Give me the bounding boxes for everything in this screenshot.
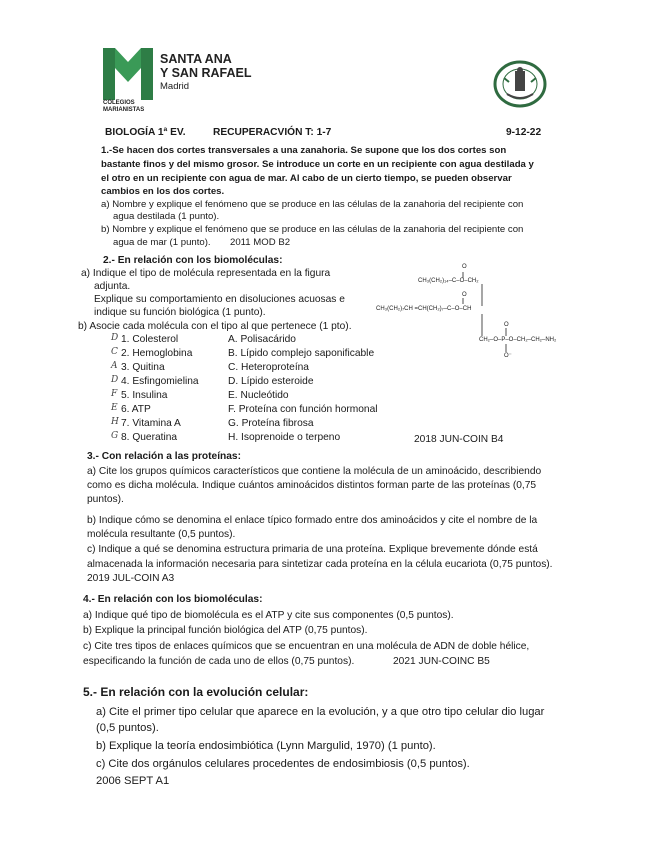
q2-right-item-f: F. Proteína con función hormonal: [228, 404, 378, 415]
q4-title: 4.- En relación con los biomoléculas:: [83, 594, 263, 605]
q1-line4: cambios en los dos cortes.: [101, 186, 225, 197]
subject-label: BIOLOGÍA 1ª EV.: [105, 127, 186, 138]
chem-row2: CH₃(CH₂)₇CH =CH(CH₂)₇–C–O–CH: [376, 306, 472, 312]
q1-a-line1: a) Nombre y explique el fenómeno que se produce en las células de la zanahoria del recipiente con: [101, 199, 524, 210]
q2-a-line1: a) Indique el tipo de molécula representada en la figura: [81, 268, 331, 279]
q2-right-item-a: A. Polisacárido: [228, 334, 296, 345]
q2-answer-3: A: [111, 361, 118, 371]
q2-left-item-6: 6. ATP: [121, 404, 151, 415]
q3-c-line1: c) Indique a qué se denomina estructura primaria de una proteína. Explique brevemente dónde está: [87, 544, 538, 555]
q4-c-line1: c) Cite tres tipos de enlaces químicos que se encuentran en una molécula de ADN de doble hélice,: [83, 641, 530, 652]
q2-a-line2: adjunta.: [94, 281, 131, 292]
q2-right-item-b: B. Lípido complejo saponificable: [228, 348, 375, 359]
q2-right-item-c: C. Heteroproteína: [228, 362, 309, 373]
seal-icon: [493, 60, 547, 108]
q4-a: a) Indique qué tipo de biomolécula es el ATP y cite sus componentes (0,5 puntos).: [83, 610, 454, 621]
q2-answer-4: D: [111, 375, 119, 385]
chem-row3: CH₂–O–P–O–CH₂–CH₂–NH₂: [479, 337, 557, 343]
chem-o3: O: [504, 322, 509, 328]
exam-date: 9-12-22: [506, 127, 542, 138]
q4-c-line2: especificando la función de cada uno de ellos (0,75 puntos).: [83, 656, 355, 667]
chem-o1: O: [462, 264, 467, 270]
q3-a-line3: puntos).: [87, 494, 124, 505]
q3-a-line2: como es dicha molécula. Indique cuántos aminoácidos distintos forman parte de las proteínas (0,75: [87, 480, 537, 491]
q3-b-line1: b) Indique cómo se denomina el enlace típico formado entre dos aminoácidos y cite el nombre de la: [87, 515, 538, 526]
q2-left-item-5: 5. Insulina: [121, 390, 168, 401]
exam-label: RECUPERACVIÓN T: 1-7: [213, 127, 332, 138]
school-name-line2: Y SAN RAFAEL: [160, 66, 252, 80]
q2-left-item-2: 2. Hemoglobina: [121, 348, 193, 359]
q2-answer-2: C: [111, 347, 118, 357]
school-name-line1: SANTA ANA: [160, 52, 232, 66]
q5-title: 5.- En relación con la evolución celular:: [83, 685, 309, 699]
chem-o4: O⁻: [504, 353, 512, 359]
q1-line1: 1.-Se hacen dos cortes transversales a una zanahoria. Se supone que los dos cortes son: [101, 145, 507, 156]
q1-ref: 2011 MOD B2: [230, 237, 291, 248]
chem-row1: CH₃(CH₂)₁₄–C–O–CH₂: [418, 278, 479, 284]
chem-bonds: [456, 270, 516, 354]
q5-c: c) Cite dos orgánulos celulares procedentes de endosimbiosis (0,5 puntos).: [96, 758, 470, 770]
q2-answer-5: F: [111, 389, 118, 399]
q5-b: b) Explique la teoría endosimbiótica (Lynn Margulid, 1970) (1 punto).: [96, 740, 436, 752]
school-sub2: MARIANISTAS: [103, 107, 145, 113]
q2-title: 2.- En relación con los biomoléculas:: [103, 255, 283, 266]
q3-c-line2: almacenada la información necesaria para sintetizar cada proteína en la célula eucariota (0,75 puntos).: [87, 559, 553, 570]
school-city: Madrid: [160, 81, 190, 92]
q2-right-item-e: E. Nucleótido: [228, 390, 289, 401]
q1-b-line2: agua de mar (1 punto).: [113, 237, 211, 248]
q1-line3: el otro en un recipiente con agua de mar. Al cabo de un cierto tiempo, se pueden observar: [101, 173, 512, 184]
chem-o2: O: [462, 292, 467, 298]
q1-b-line1: b) Nombre y explique el fenómeno que se produce en las células de la zanahoria del recipiente con: [101, 224, 524, 235]
q3-a-line1: a) Cite los grupos químicos característicos que contiene la molécula de un aminoácido, describiendo: [87, 466, 542, 477]
q2-right-item-g: G. Proteína fibrosa: [228, 418, 314, 429]
q2-left-item-1: 1. Colesterol: [121, 334, 179, 345]
q2-answer-8: G: [111, 431, 119, 441]
q5-a-line2: (0,5 puntos).: [96, 722, 159, 734]
q2-left-item-8: 8. Queratina: [121, 432, 178, 443]
q2-answer-1: D: [111, 333, 119, 343]
q5-a-line1: a) Cite el primer tipo celular que aparece en la evolución, y a que otro tipo celular dio lugar: [96, 706, 545, 718]
q2-right-item-d: D. Lípido esteroide: [228, 376, 314, 387]
q5-ref: 2006 SEPT A1: [96, 775, 170, 787]
q1-line2: bastante finos y del mismo grosor. Se introduce un corte en un recipiente con agua destilada y: [101, 159, 534, 170]
q1-a-line2: agua destilada (1 punto).: [113, 211, 220, 222]
school-sub1: COLEGIOS: [103, 100, 135, 106]
q2-answer-6: E: [111, 403, 118, 413]
q2-right-item-h: H. Isoprenoide o terpeno: [228, 432, 341, 443]
q2-left-item-3: 3. Quitina: [121, 362, 165, 373]
q2-left-item-4: 4. Esfingomielina: [121, 376, 199, 387]
q2-left-item-7: 7. Vitamina A: [121, 418, 181, 429]
q3-b-line2: molécula resultante (0,5 puntos).: [87, 529, 236, 540]
q2-answer-7: H: [111, 417, 119, 427]
school-logo-mark: [103, 48, 153, 100]
q2-ref: 2018 JUN-COIN B4: [414, 434, 504, 445]
q2-a-line3: Explique su comportamiento en disoluciones acuosas e: [94, 294, 345, 305]
q2-b: b) Asocie cada molécula con el tipo al que pertenece (1 pto).: [78, 321, 352, 332]
q2-a-line4: indique su función biológica (1 punto).: [94, 307, 266, 318]
q3-title: 3.- Con relación a las proteínas:: [87, 451, 241, 462]
q3-ref: 2019 JUL-COIN A3: [87, 573, 175, 584]
q4-b: b) Explique la principal función biológica del ATP (0,75 puntos).: [83, 625, 368, 636]
q4-ref: 2021 JUN-COINC B5: [393, 656, 490, 667]
